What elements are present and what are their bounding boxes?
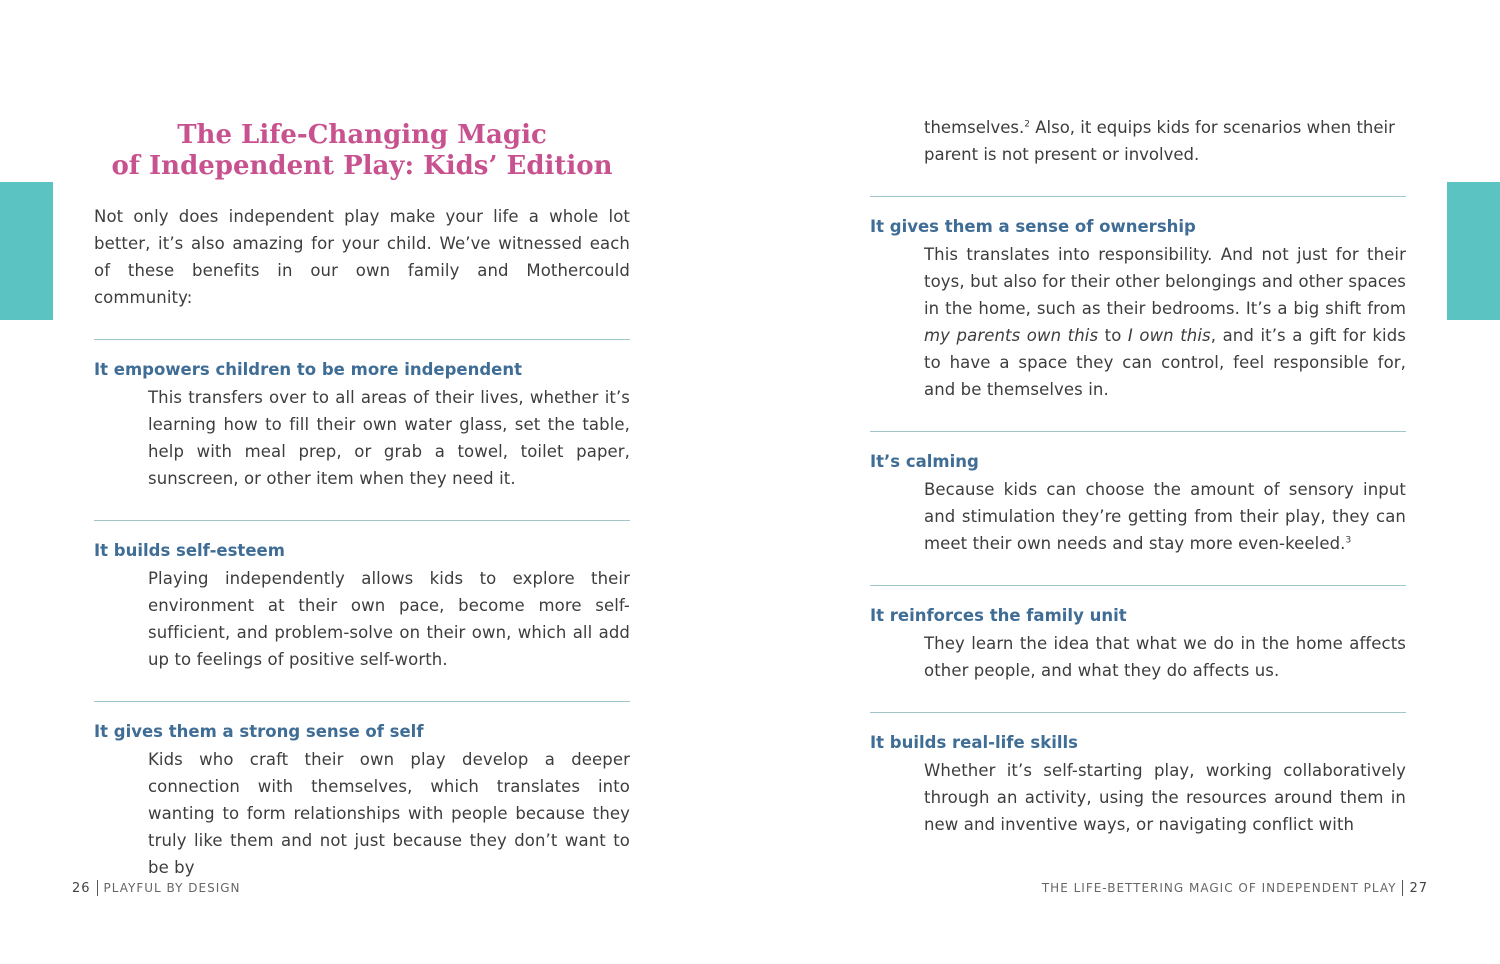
right-page xyxy=(870,114,1406,838)
benefit-body: This transfers over to all areas of their lives, whether it’s learning how to fill their own water glass, set the table, help with meal prep, or grab a towel, toilet paper, sunscreen, or other item when they need it. xyxy=(148,388,630,488)
footer-separator xyxy=(1402,880,1403,896)
right-edge-tab xyxy=(1447,182,1500,320)
footnote-marker: 3 xyxy=(1345,535,1352,546)
intro-paragraph: Not only does independent play make your life a whole lot better, it’s also amazing for your child. We’ve witnessed each of these benefits in our own family and Mothercould community: xyxy=(94,207,630,307)
footer-right xyxy=(1042,880,1428,896)
left-page xyxy=(94,120,630,881)
page-title-line-2: of Independent Play: Kids’ Edition xyxy=(111,151,613,181)
benefit-heading: It builds self-esteem xyxy=(94,541,285,560)
benefit-section xyxy=(870,452,1406,557)
left-edge-tab xyxy=(0,182,53,320)
italic-phrase: I own this xyxy=(1127,326,1211,345)
divider xyxy=(870,712,1406,713)
benefit-body xyxy=(924,476,1406,557)
continued-text: themselves. xyxy=(924,118,1025,137)
benefit-section xyxy=(870,606,1406,684)
benefit-body: They learn the idea that what we do in the home affects other people, and what they do affects us. xyxy=(924,634,1406,680)
page-number: 26 xyxy=(72,880,91,896)
running-footer: THE LIFE-BETTERING MAGIC OF INDEPENDENT PLAY xyxy=(1041,881,1397,895)
footnote-marker: 2 xyxy=(1024,119,1030,130)
continued-text-rest: Also, it equips kids for scenarios when their parent is not present or involved. xyxy=(924,118,1395,164)
page-title xyxy=(94,120,630,182)
body-text: This translates into responsibility. And not just for their toys, but also for their other belongings and other spaces in the home, such as their bedrooms. It’s a big shift from xyxy=(924,245,1406,318)
benefit-body: Playing independently allows kids to explore their environment at their own pace, become more self-sufficient, and problem-solve on their own, which all add up to feelings of positive self-worth. xyxy=(148,569,630,669)
page-title-line-1: The Life-Changing Magic xyxy=(177,120,547,150)
divider xyxy=(870,431,1406,432)
continued-paragraph xyxy=(924,114,1406,168)
benefit-section xyxy=(94,360,630,492)
body-text: , and it’s a gift for kids to have a space they can control, feel responsible for, and be themselves in. xyxy=(924,326,1406,399)
footer-left xyxy=(72,880,241,896)
italic-phrase: my parents own this xyxy=(924,326,1099,345)
benefit-section xyxy=(94,541,630,673)
benefit-body: Whether it’s self-starting play, working collaboratively through an activity, using the resources around them in new and inventive ways, or navigating conflict with xyxy=(924,761,1406,834)
divider xyxy=(94,701,630,702)
body-text: Because kids can choose the amount of sensory input and stimulation they’re getting from their play, they can meet their own needs and stay more even-keeled. xyxy=(924,480,1406,553)
benefit-section xyxy=(870,217,1406,403)
benefit-body xyxy=(924,241,1406,403)
divider xyxy=(94,520,630,521)
divider xyxy=(870,196,1406,197)
benefit-heading: It gives them a sense of ownership xyxy=(870,217,1196,236)
benefit-heading: It’s calming xyxy=(870,452,979,471)
benefit-heading: It empowers children to be more independent xyxy=(94,360,523,379)
body-text: to xyxy=(1098,326,1128,345)
page-number: 27 xyxy=(1409,880,1428,896)
benefit-section xyxy=(870,733,1406,838)
benefit-section xyxy=(94,722,630,881)
benefit-heading: It builds real-life skills xyxy=(870,733,1078,752)
running-footer: PLAYFUL BY DESIGN xyxy=(103,881,241,895)
benefit-body: Kids who craft their own play develop a deeper connection with themselves, which translates into wanting to form relationships with people because they truly like them and not just because they don’t want to be by xyxy=(148,750,630,877)
benefit-heading: It reinforces the family unit xyxy=(870,606,1127,625)
benefit-heading: It gives them a strong sense of self xyxy=(94,722,424,741)
footer-separator xyxy=(97,880,98,896)
divider xyxy=(870,585,1406,586)
divider xyxy=(94,339,630,340)
